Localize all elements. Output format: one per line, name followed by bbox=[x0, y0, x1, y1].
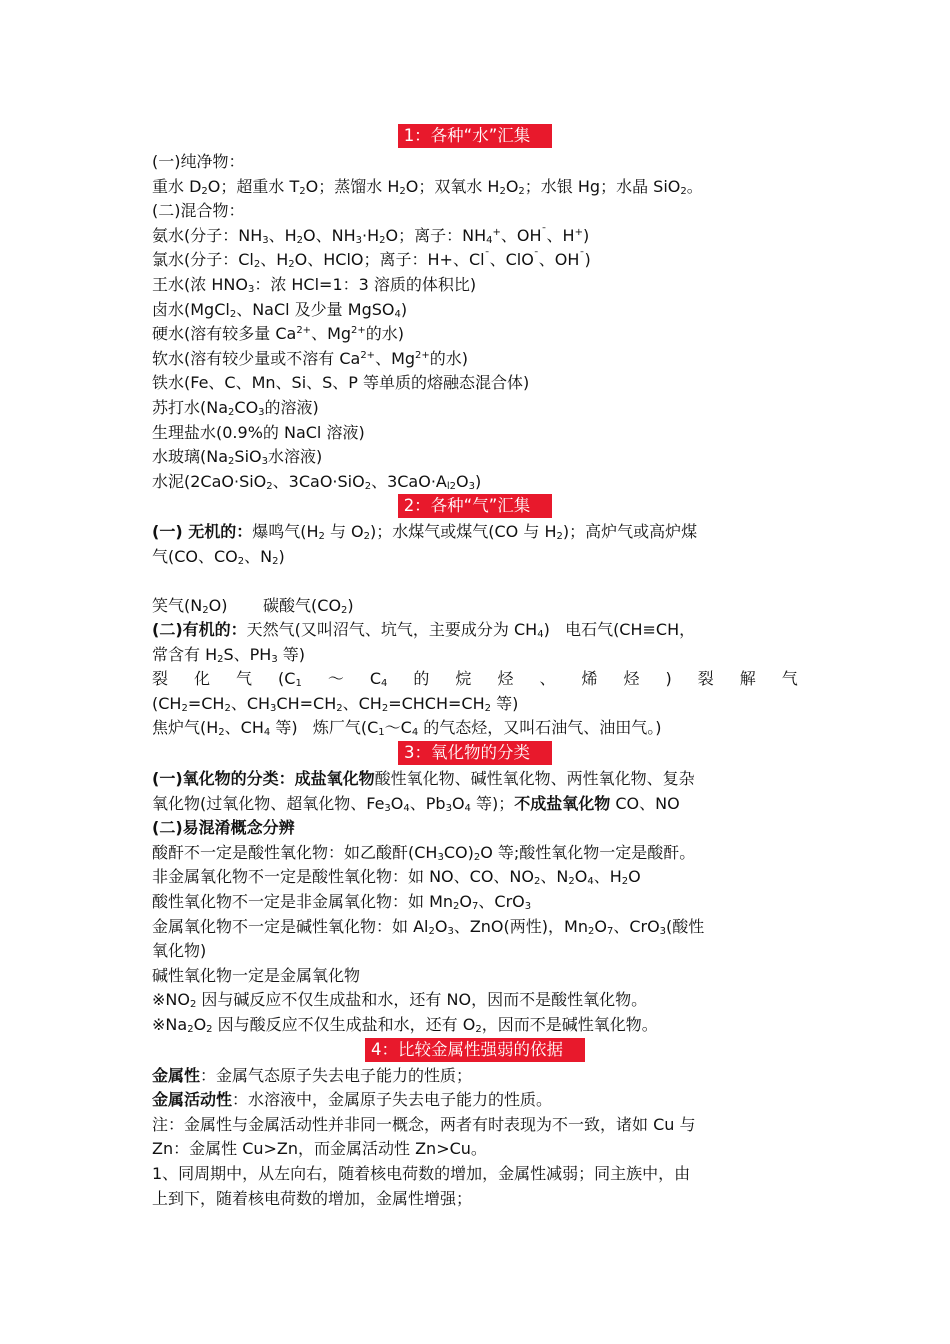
section-3-title: 3：氧化物的分类 bbox=[398, 741, 552, 765]
salt-forming-label: 成盐氧化物 bbox=[294, 769, 375, 789]
cement-line: 水泥(2CaO·SiO$_2$、3CaO·SiO$_2$、$3CaO\cdot A_{l2}O_3$) bbox=[152, 471, 482, 492]
oxide-note-5: 碱性氧化物一定是金属氧化物 bbox=[152, 965, 361, 985]
note-line-2: Zn：金属性 Cu>Zn，而金属活动性 Zn>Cu。 bbox=[152, 1139, 487, 1159]
mixtures-label: (二)混合物： bbox=[152, 201, 245, 221]
activity-label: 金属活动性 bbox=[152, 1090, 233, 1110]
section-2-header bbox=[152, 494, 798, 520]
organic-gas-line-5: 焦炉气($H_2$、$CH_4$ 等) 炼厂气($C_1\sim C_4$ 的气态烃，又叫石油气、油田气。) bbox=[152, 718, 662, 739]
rule-1-line-1: 1、同周期中，从左向右，随着核电荷数的增加，金属性减弱；同主族中，由 bbox=[152, 1163, 691, 1183]
aqua-regia-line: 王水(浓 $HNO_3$：浓 HCl=1：3 溶质的体积比) bbox=[152, 274, 477, 295]
section-3-header bbox=[152, 741, 798, 767]
saline-line: 生理盐水(0.9%的 NaCl 溶液) bbox=[152, 422, 365, 442]
water-glass-line: 水玻璃($Na_2SiO_3$水溶液) bbox=[152, 447, 323, 468]
organic-gas-line-2: 常含有 $H_2S$、$PH_3$ 等) bbox=[152, 644, 306, 665]
organic-gas-line-4: ($CH_2=CH_2$、$CH_3CH=CH_2$、$CH_2=CHCH=CH_2$ 等) bbox=[152, 693, 519, 714]
organic-gas-line-3: 裂 化 气 ($C_1$ ～ $C_4$ 的 烷 烃 、 烯 烃 ) 裂 解 气 bbox=[152, 669, 798, 690]
oxide-class-label: (一)氧化物的分类： bbox=[152, 769, 295, 789]
activity-def-line: 金属活动性：水溶液中，金属原子失去电子能力的性质。 bbox=[152, 1090, 553, 1110]
document-page bbox=[152, 124, 798, 1211]
chlorine-water-line: 氯水(分子：$Cl_2$、$H_2O$、HClO；离子：H+、Cl¯、ClO¯、OH¯) bbox=[152, 250, 591, 271]
oxide-note-4b: 氧化物) bbox=[152, 941, 207, 961]
non-salt-forming-label: 不成盐氧化物 bbox=[514, 793, 611, 813]
oxide-class-line-1: (一)氧化物的分类：成盐氧化物酸性氧化物、碱性氧化物、两性氧化物、复杂 bbox=[152, 769, 695, 789]
pure-substances-line: 重水 $D_2O$；超重水 $T_2O$；蒸馏水 $H_2O$；双氧水 $H_2O_2$；水银 Hg；水晶 SiO$_2$。 bbox=[152, 176, 703, 197]
confuse-label: (二)易混淆概念分辨 bbox=[152, 818, 295, 838]
inorganic-gas-line-1: (一) 无机的：爆鸣气($H_2$ 与 $O_2$)；水煤气或煤气(CO 与 $H_2$)；高炉气或高炉煤 bbox=[152, 522, 698, 543]
rule-1-line-2: 上到下，随着核电荷数的增加，金属性增强； bbox=[152, 1188, 473, 1208]
pure-substances-label: (一)纯净物： bbox=[152, 152, 245, 171]
inorganic-gas-line-3: 笑气$(N_2O)$ 碳酸气$(CO_2)$ bbox=[152, 595, 354, 616]
oxide-note-6: $※NO_2$ 因与碱反应不仅生成盐和水，还有 NO，因而不是酸性氧化物。 bbox=[152, 990, 648, 1011]
section-1-header bbox=[152, 124, 798, 150]
brine-line: 卤水(MgCl$_2$、NaCl 及少量 MgSO$_4$) bbox=[152, 299, 408, 320]
note-line-1: 注：金属性与金属活动性并非同一概念，两者有时表现为不一致，诸如 Cu 与 bbox=[152, 1114, 696, 1134]
soft-water-line: 软水(溶有较少量或不溶有 $Ca^{2+}$、$Mg^{2+}$的水) bbox=[152, 348, 469, 368]
ammonia-water-line: 氨水(分子：$NH_3$、$H_2O$、$NH_3\cdot H_2O$；离子：$NH_4^+$、OH¯、H+) bbox=[152, 225, 590, 246]
section-4-header bbox=[152, 1038, 798, 1064]
section-2-title: 2：各种“气”汇集 bbox=[398, 494, 553, 518]
oxide-note-3: 酸性氧化物不一定是非金属氧化物：如 $Mn_2O_7$、CrO$_3$ bbox=[152, 892, 532, 913]
organic-label: (二)有机的： bbox=[152, 620, 247, 640]
oxide-note-7: $※Na_2O_2$ 因与酸反应不仅生成盐和水，还有 $O_2$，因而不是碱性氧化物。 bbox=[152, 1015, 658, 1035]
oxide-class-line-2: 氧化物(过氧化物、超氧化物、$Fe_3O_4$、$Pb_3O_4$ 等)；不成盐氧化物 CO、NO bbox=[152, 793, 680, 814]
inorganic-label: (一) 无机的： bbox=[152, 522, 253, 542]
oxide-note-2: 非金属氧化物不一定是酸性氧化物：如 NO、CO、$NO_2$、$N_2O_4$、$H_2O$ bbox=[152, 867, 641, 888]
inorganic-gas-line-2: 气(CO、$CO_2$、$N_2$) bbox=[152, 546, 285, 567]
metallic-def-line: 金属性：金属气态原子失去电子能力的性质； bbox=[152, 1065, 473, 1085]
soda-water-line: 苏打水($Na_2CO_3$的溶液) bbox=[152, 397, 319, 418]
hard-water-line: 硬水(溶有较多量 $Ca^{2+}$、$Mg^{2+}$的水) bbox=[152, 324, 405, 344]
oxide-note-4a: 金属氧化物不一定是碱性氧化物：如 $Al_2O_3$、ZnO(两性)，$Mn_2O_7$、CrO$_3$(酸性 bbox=[152, 916, 705, 937]
section-1-title: 1：各种“水”汇集 bbox=[398, 124, 553, 148]
metallic-label: 金属性 bbox=[152, 1065, 201, 1085]
organic-gas-line-1: (二)有机的：天然气(又叫沼气、坑气，主要成分为 $CH_4$) 电石气(CH≡CH， bbox=[152, 620, 696, 641]
section-4-title: 4：比较金属性强弱的依据 bbox=[365, 1038, 585, 1062]
molten-iron-line: 铁水(Fe、C、Mn、Si、S、P 等单质的熔融态混合体) bbox=[152, 373, 530, 393]
oxide-note-1: 酸酐不一定是酸性氧化物：如乙酸酐$(CH_3CO)_2O$ 等;酸性氧化物一定是酸酐。 bbox=[152, 842, 696, 863]
